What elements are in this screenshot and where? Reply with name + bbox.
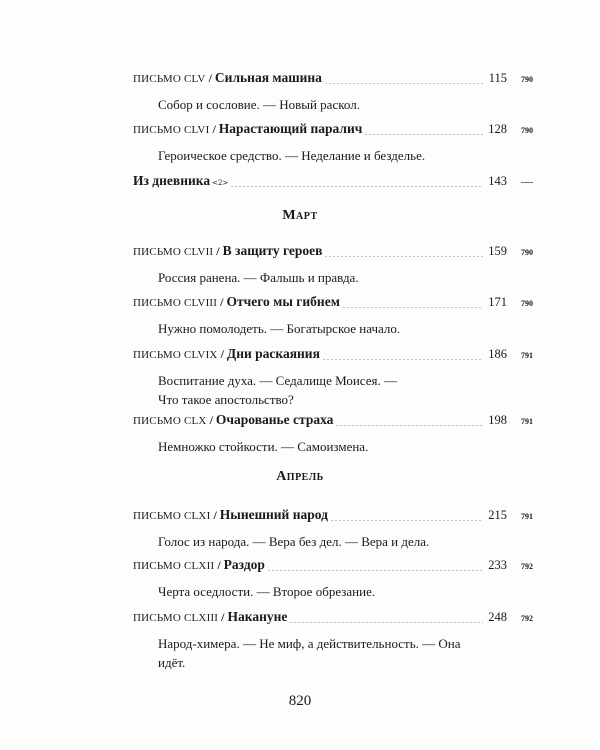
diary-title: Из дневника	[133, 173, 211, 188]
dot-leader	[289, 622, 483, 623]
notes-page-number: 792	[521, 614, 533, 623]
dot-leader	[324, 256, 483, 257]
toc-entry	[133, 412, 533, 456]
letter-summary: Немножко стойкости. — Самоизмена.	[158, 439, 369, 454]
letter-label: ПИСЬМО CLX	[133, 415, 207, 427]
letter-summary: Голос из народа. — Вера без дел. — Вера и дела.	[158, 534, 430, 549]
toc-entry	[133, 346, 533, 409]
section-heading-april: Апрель	[276, 469, 324, 484]
separator: /	[220, 347, 224, 361]
dot-leader	[330, 520, 483, 521]
notes-page-number: 790	[521, 299, 533, 308]
toc-entry	[133, 609, 533, 672]
page-number: 143	[488, 174, 507, 188]
separator: /	[209, 413, 213, 427]
letter-title: Накануне	[227, 609, 288, 624]
letter-summary: Черта оседлости. — Второе обрезание.	[158, 584, 376, 599]
dot-leader	[324, 83, 483, 84]
letter-summary: Народ-химера. — Не миф, а действительность. — Она идёт.	[158, 636, 461, 670]
letter-title: Дни раскаяния	[226, 346, 320, 361]
letter-title: Раздор	[223, 557, 265, 572]
section-heading-march: Март	[282, 208, 318, 223]
letter-label: ПИСЬМО CLXIII	[133, 612, 219, 624]
toc-entry	[133, 70, 533, 114]
dot-leader	[342, 307, 483, 308]
separator: /	[220, 295, 224, 309]
dot-leader	[322, 359, 483, 360]
letter-title: Нарастающий паралич	[218, 121, 363, 136]
letter-title: Нынешний народ	[219, 507, 328, 522]
separator: /	[212, 122, 216, 136]
letter-label: ПИСЬМО CLV	[133, 73, 206, 85]
toc-entry	[133, 507, 533, 551]
dot-leader	[230, 186, 483, 187]
notes-page-number: 790	[521, 126, 533, 135]
page-number: 248	[488, 610, 507, 624]
page-folio-number: 820	[288, 693, 312, 709]
notes-page-number: 790	[521, 248, 533, 257]
page-number: 198	[488, 413, 507, 427]
letter-summary: Россия ранена. — Фальшь и правда.	[158, 270, 359, 285]
letter-summary: Нужно помолодеть. — Богатырское начало.	[158, 321, 401, 336]
toc-entry	[133, 557, 533, 601]
page-number: 233	[488, 558, 507, 572]
diary-superscript: <2>	[212, 179, 229, 187]
letter-summary: Собор и сословие. — Новый раскол.	[158, 97, 360, 112]
separator: /	[213, 508, 217, 522]
letter-label: ПИСЬМО CLVI	[133, 124, 210, 136]
letter-label: ПИСЬМО CLVII	[133, 246, 214, 258]
notes-page-number: 791	[521, 417, 533, 426]
page-number: 186	[488, 347, 507, 361]
toc-entry-diary	[133, 173, 533, 191]
letter-label: ПИСЬМО CLVIX	[133, 349, 218, 361]
letter-summary: Героическое средство. — Неделание и безделье.	[158, 148, 426, 163]
letter-title: Очарованье страха	[215, 412, 334, 427]
letter-label: ПИСЬМО CLXII	[133, 560, 215, 572]
letter-summary: Воспитание духа. — Седалище Моисея. — Что такое апостольство?	[158, 373, 397, 407]
separator: /	[221, 610, 225, 624]
notes-page-number: 791	[521, 512, 533, 521]
letter-title: Сильная машина	[214, 70, 322, 85]
separator: /	[208, 71, 212, 85]
notes-page-number: 792	[521, 562, 533, 571]
notes-page-number: —	[521, 174, 533, 188]
dot-leader	[335, 425, 483, 426]
notes-page-number: 791	[521, 351, 533, 360]
separator: /	[216, 244, 220, 258]
letter-label: ПИСЬМО CLVIII	[133, 297, 218, 309]
dot-leader	[267, 570, 483, 571]
dot-leader	[364, 134, 483, 135]
page-number: 171	[488, 295, 507, 309]
toc-entry	[133, 121, 533, 165]
separator: /	[217, 558, 221, 572]
page-number: 128	[488, 122, 507, 136]
letter-title: Отчего мы гибнем	[226, 294, 340, 309]
page-number: 159	[488, 244, 507, 258]
letter-label: ПИСЬМО CLXI	[133, 510, 211, 522]
toc-entry	[133, 243, 533, 287]
notes-page-number: 790	[521, 75, 533, 84]
page-number: 115	[488, 71, 507, 85]
letter-title: В защиту героев	[222, 243, 323, 258]
page-number: 215	[488, 508, 507, 522]
toc-entry	[133, 294, 533, 338]
